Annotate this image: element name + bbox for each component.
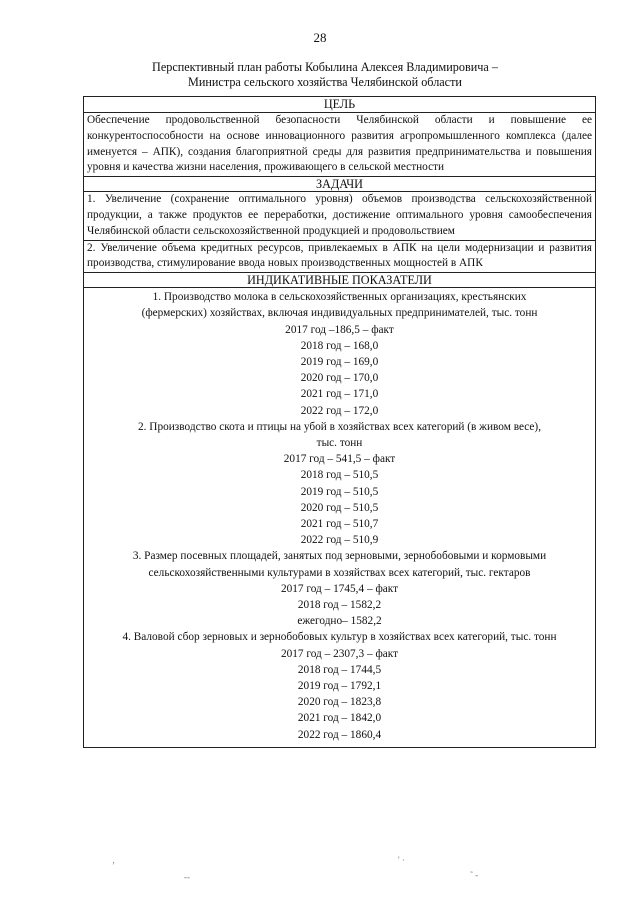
indicator-value: 2020 год – 170,0: [300, 372, 379, 385]
indicator-title-line: 2. Производство скота и птицы на убой в хозяйствах всех категорий (в живом весе),: [137, 420, 542, 433]
scan-mark: ˜ ‐: [470, 870, 479, 880]
indicator-value: 2022 год – 510,9: [300, 534, 379, 547]
indicator-value: 2017 год – 1745,4 – факт: [280, 582, 399, 595]
goal-header: ЦЕЛЬ: [323, 97, 356, 111]
indicator-title-line: сельскохозяйственными культурами в хозяйствах всех категорий, тыс. гектаров: [148, 566, 531, 579]
indicators-list: [84, 287, 595, 747]
indicator-value: 2020 год – 1823,8: [297, 696, 382, 709]
indicator-value: 2021 год – 171,0: [300, 388, 379, 401]
indicator-value: 2021 год – 1842,0: [297, 712, 382, 725]
document-title-line-1: Перспективный план работы Кобылина Алексея Владимировича –: [152, 60, 498, 74]
plan-table: [83, 96, 596, 748]
scan-mark: ‐‐: [184, 872, 190, 882]
indicator-value: ежегодно– 1582,2: [297, 615, 382, 628]
indicator-value: 2018 год – 1582,2: [297, 599, 382, 612]
task-item-2: 2. Увеличение объема кредитных ресурсов, привлекаемых в АПК на цели модернизации и развития производства, стимулирование ввода новых производственных мощностей в АПК: [84, 240, 595, 273]
indicator-value: 2019 год – 510,5: [300, 485, 379, 498]
page-number: 28: [313, 30, 327, 45]
indicator-value: 2022 год – 1860,4: [297, 728, 382, 741]
document-title: [90, 60, 560, 90]
indicator-value: 2018 год – 168,0: [300, 339, 379, 352]
indicator-title-line: тыс. тонн: [316, 437, 363, 449]
indicator-value: 2018 год – 1744,5: [297, 663, 382, 676]
scan-mark: ‚: [112, 855, 115, 865]
indicator-value: 2020 год – 510,5: [300, 501, 379, 514]
indicator-title-line: 4. Валовой сбор зерновых и зернобобовых культур в хозяйствах всех категорий, тыс. тонн: [122, 631, 557, 644]
indicator-title-line: 3. Размер посевных площадей, занятых под зерновыми, зернобобовыми и кормовыми: [132, 550, 547, 563]
indicator-value: 2017 год –186,5 – факт: [285, 323, 394, 336]
scan-mark: ' ·: [398, 855, 405, 865]
indicator-value: 2022 год – 172,0: [300, 404, 379, 417]
indicator-value: 2019 год – 169,0: [300, 355, 379, 368]
indicator-value: 2017 год – 2307,3 – факт: [280, 647, 399, 660]
indicator-value: 2019 год – 1792,1: [297, 680, 382, 693]
goal-text: Обеспечение продовольственной безопасности Челябинской области и повышение ее конкурентоспособности на основе инновационного развития агропромышленного комплекса (далее именуется – АПК), создания благоприятной среды для развития предпринимательства и повышения уровня и качества жизни населения, проживающего в сельской местности: [84, 112, 595, 176]
indicator-title-line: 1. Производство молока в сельскохозяйственных организациях, крестьянских: [152, 291, 527, 304]
indicator-title-line: (фермерских) хозяйствах, включая индивидуальных предпринимателей, тыс. тонн: [141, 307, 538, 320]
indicator-value: 2021 год – 510,7: [300, 518, 379, 531]
indicator-value: 2017 год – 541,5 – факт: [283, 453, 396, 466]
task-item-1: 1. Увеличение (сохранение оптимального уровня) объемов производства сельскохозяйственной продукции, а также продуктов ее переработки, достижение оптимального уровня самообеспечения Челябинской области сельскохозяйственной продукцией и продовольствием: [84, 191, 595, 239]
document-title-line-2: Министра сельского хозяйства Челябинской области: [188, 75, 462, 89]
tasks-header: ЗАДАЧИ: [84, 176, 595, 191]
indicator-value: 2018 год – 510,5: [300, 469, 379, 482]
indicators-header: ИНДИКАТИВНЫЕ ПОКАЗАТЕЛИ: [84, 272, 595, 287]
